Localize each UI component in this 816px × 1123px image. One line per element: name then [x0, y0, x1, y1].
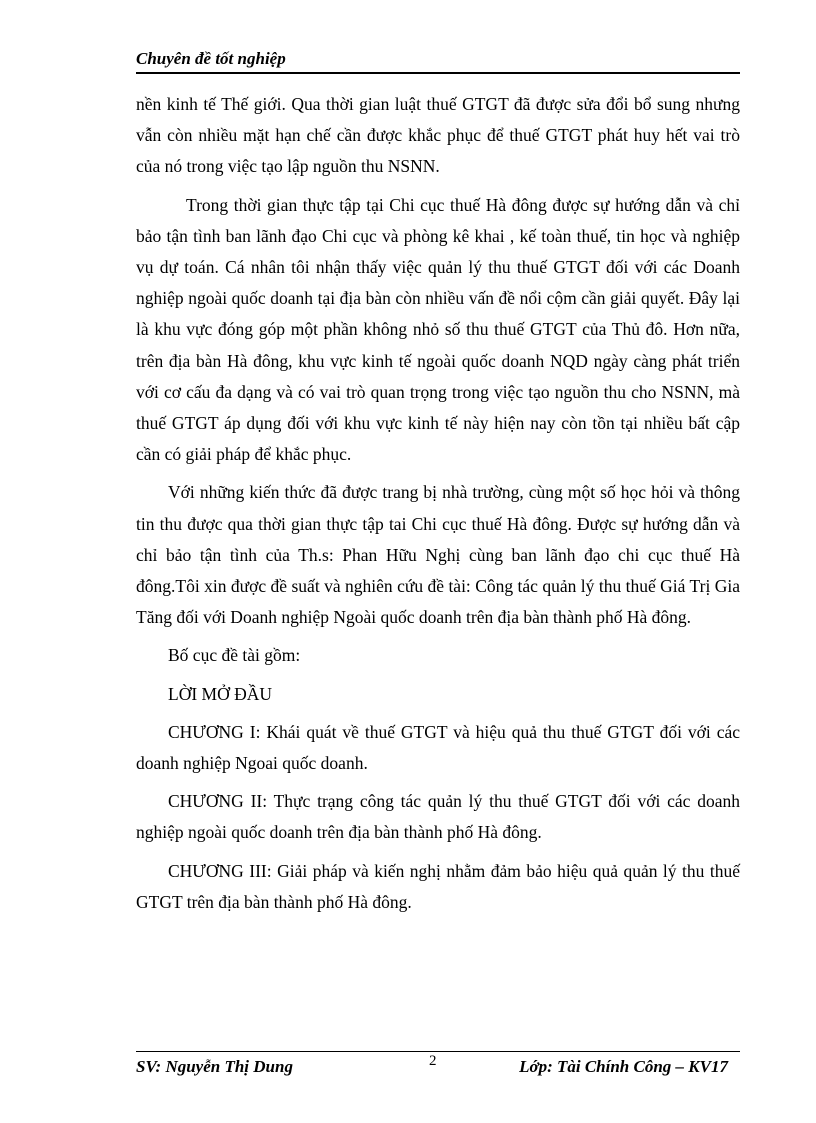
paragraph-preface: LỜI MỞ ĐẦU: [168, 683, 273, 704]
paragraph-internship: Trong thời gian thực tập tại Chi cục thuế Hà đông được sự hướng dẫn và chỉ bảo tận tình ban lãnh đạo Chi cục và phòng kê khai , kế toàn thuế, tin học và nghiệp vụ dự toán. Cá nhân tôi nhận thấy việc quản lý thu thuế GTGT đối với các Doanh nghiệp ngoài quốc doanh tại địa bàn còn nhiều vấn đề nổi cộm cần giải quyết. Đây lại là khu vực đóng góp một phần không nhỏ số thu thuế GTGT của Thủ đô. Hơn nữa, trên địa bàn Hà đông, khu vực kinh tế ngoài quốc doanh NQD ngày càng phát triển với cơ cấu đa dạng và có vai trò quan trọng trong việc tạo nguồn thu cho NSNN, mà thuế GTGT áp dụng đối với khu vực kinh tế này hiện nay còn tồn tại nhiều bất cập cần có giải pháp để khắc phục.: [136, 194, 740, 465]
page-number: 2: [429, 1053, 437, 1069]
document-body: [136, 89, 740, 925]
paragraph-intro-continuation: nền kinh tế Thế giới. Qua thời gian luật thuế GTGT đã được sửa đổi bổ sung nhưng vẫn còn nhiều mặt hạn chế cần được khắc phục để thuế GTGT phát huy hết vai trò của nó trong việc tạo lập nguồn thu NSNN.: [136, 94, 740, 177]
page-footer: [136, 1051, 740, 1082]
header-title: Chuyên đề tốt nghiệp: [136, 49, 286, 68]
paragraph-structure-heading: Bố cục đề tài gồm:: [168, 645, 301, 666]
footer-class: Lớp: Tài Chính Công – KV17: [519, 1057, 728, 1076]
paragraph-chapter-1: CHƯƠNG I: Khái quát về thuế GTGT và hiệu quả thu thuế GTGT đối với các doanh nghiệp Ngoai quốc doanh.: [136, 721, 740, 774]
page-header: [136, 46, 740, 74]
paragraph-topic: Với những kiến thức đã được trang bị nhà trường, cùng một số học hỏi và thông tin thu được qua thời gian thực tập tai Chi cục thuế Hà đông. Được sự hướng dẫn và chỉ bảo tận tình của Th.s: Phan Hữu Nghị cùng ban lãnh đạo chi cục thuế Hà đông.Tôi xin được đề suất và nghiên cứu đề tài: Công tác quản lý thu thuế Giá Trị Gia Tăng đối với Doanh nghiệp Ngoài quốc doanh trên địa bàn thành phố Hà đông.: [136, 482, 740, 628]
footer-student-name: SV: Nguyễn Thị Dung: [136, 1057, 293, 1076]
paragraph-chapter-2: CHƯƠNG II: Thực trạng công tác quản lý thu thuế GTGT đối với các doanh nghiệp ngoài quốc doanh trên địa bàn thành phố Hà đông.: [136, 791, 740, 843]
paragraph-chapter-3: CHƯƠNG III: Giải pháp và kiến nghị nhằm đảm bảo hiệu quả quản lý thu thuế GTGT trên địa bàn thành phố Hà đông.: [136, 860, 740, 912]
